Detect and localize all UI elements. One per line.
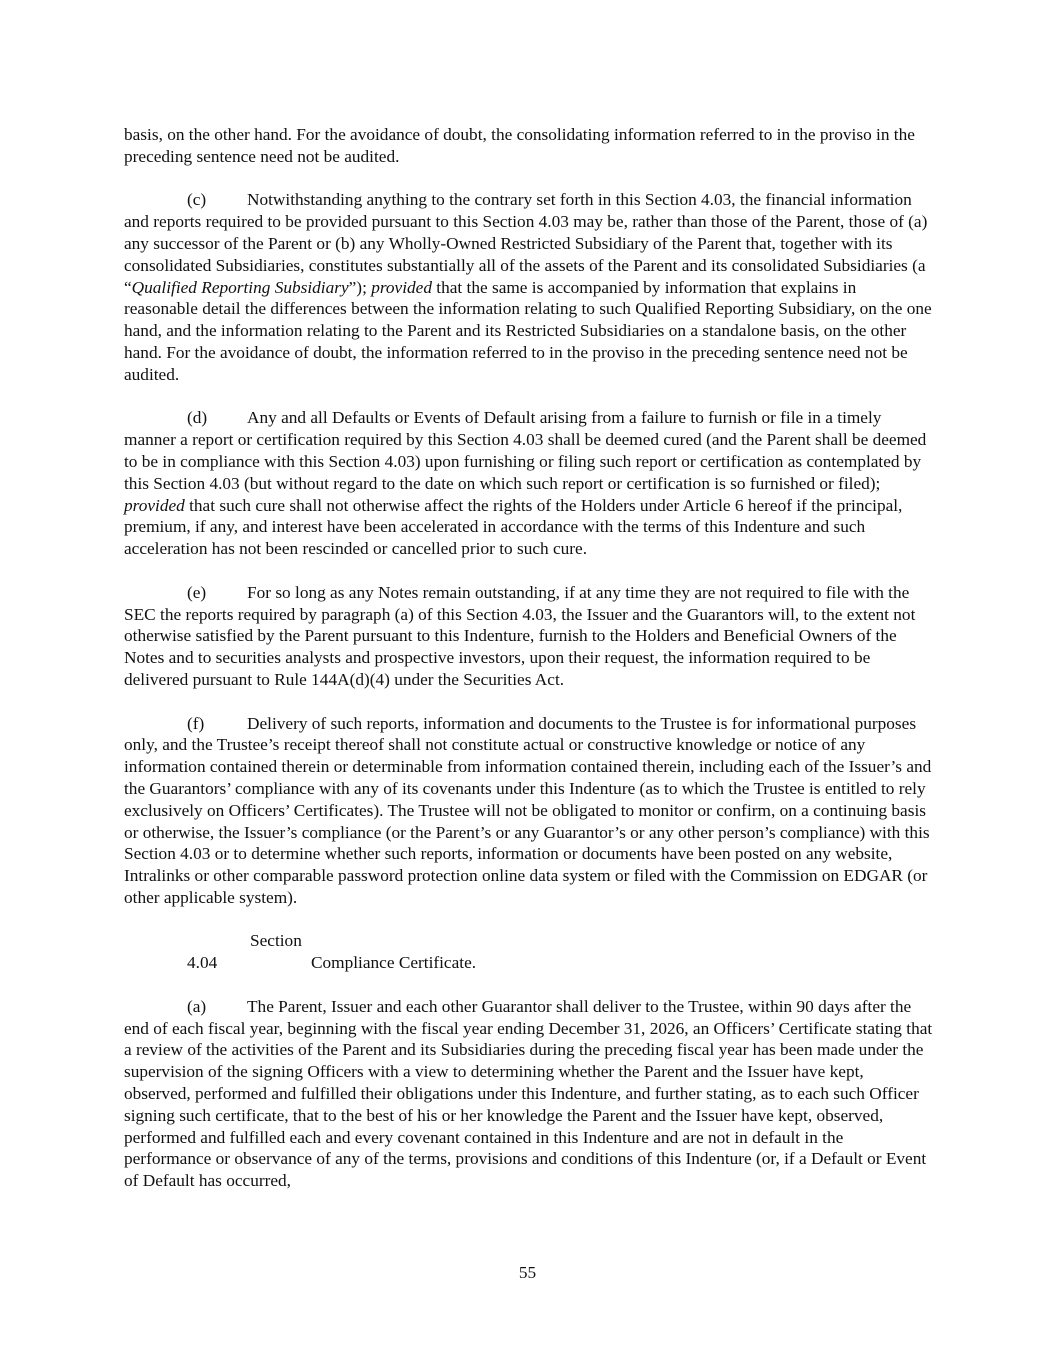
qualified-reporting-subsidiary-term: Qualified Reporting Subsidiary [131, 277, 349, 297]
section-heading [124, 930, 934, 974]
paragraph-c-text-2: ”); [348, 277, 372, 297]
paragraph-f-label: (f) [187, 713, 205, 733]
paragraph-d-text-1: Any and all Defaults or Events of Default arising from a failure to furnish or file in a timely manner a report or certification required by this Section 4.03 shall be deemed cured (and the Parent shall be deemed to be in compliance with this Section 4.03) upon furnishing or filing such report or certification as contemplated by this Section 4.03 (but without regard to the date on which such report or certification is so furnished or filed); [124, 408, 927, 493]
paragraph-f [124, 713, 934, 909]
paragraph-a-label: (a) [187, 996, 207, 1016]
provided-term: provided [371, 277, 432, 297]
paragraph-c-label: (c) [187, 190, 207, 210]
paragraph-d-label: (d) [187, 408, 208, 428]
paragraph-a-text: The Parent, Issuer and each other Guarantor shall deliver to the Trustee, within 90 days after the end of each fiscal year, beginning with the fiscal year ending December 31, 2026, an Officers’ Certificate stating that a review of the activities of the Parent and its Subsidiaries during the preceding fiscal year has been made under the supervision of the signing Officers with a view to determining whether the Parent and the Issuer have kept, observed, performed and fulfilled their obligations under this Indenture, and further stating, as to each such Officer signing such certificate, that to the best of his or her knowledge the Parent and the Issuer have kept, observed, performed and fulfilled each and every covenant contained in this Indenture and are not in default in the performance or observance of any of the terms, provisions and conditions of this Indenture (or, if a Default or Event of Default has occurred, [124, 996, 933, 1191]
paragraph-a [124, 996, 934, 1192]
paragraph-d-text-2: that such cure shall not otherwise affect the rights of the Holders under Article 6 hereof if the principal, premium, if any, and interest have been accelerated in accordance with the terms of this Indenture and such acceleration has not been rescinded or cancelled prior to such cure. [124, 495, 903, 559]
page-number: 55 [518, 1263, 537, 1282]
paragraph-c-text-1: Notwithstanding anything to the contrary set forth in this Section 4.03, the financial information and reports required to be provided pursuant to this Section 4.03 may be, rather than those of the Parent, those of (a) any successor of the Parent or (b) any Wholly-Owned Restricted Subsidiary of the Parent that, together with its consolidated Subsidiaries, constitutes substantially all of the assets of the Parent and its consolidated Subsidiaries (a “ [124, 190, 928, 297]
section-title: Compliance Certificate. [311, 953, 477, 973]
paragraph-c-text-3: that the same is accompanied by information that explains in reasonable detail the differences between the information relating to such Qualified Reporting Subsidiary, on the one hand, and the information relating to the Parent and its Restricted Subsidiaries on a standalone basis, on the other hand. For the avoidance of doubt, the information referred to in the proviso in the preceding sentence need not be audited. [124, 277, 932, 384]
paragraph-e-text: For so long as any Notes remain outstanding, if at any time they are not required to file with the SEC the reports required by paragraph (a) of this Section 4.03, the Issuer and the Guarantors will, to the extent not otherwise satisfied by the Parent pursuant to this Indenture, furnish to the Holders and Beneficial Owners of the Notes and to securities analysts and prospective investors, upon their request, the information required to be delivered pursuant to Rule 144A(d)(4) under the Securities Act. [124, 582, 916, 689]
section-number: Section 4.04 [187, 931, 302, 973]
paragraph-c [124, 189, 934, 385]
intro-paragraph: basis, on the other hand. For the avoidance of doubt, the consolidating information referred to in the proviso in the preceding sentence need not be audited. [124, 125, 915, 166]
paragraph-e [124, 582, 934, 691]
document-body [124, 124, 934, 1214]
paragraph-f-text: Delivery of such reports, information and documents to the Trustee is for informational purposes only, and the Trustee’s receipt thereof shall not constitute actual or constructive knowledge or notice of any information contained therein or determinable from information contained therein, including each of the Issuer’s and the Guarantors’ compliance with any of its covenants under this Indenture (as to which the Trustee is entitled to rely exclusively on Officers’ Certificates). The Trustee will not be obligated to monitor or confirm, on a continuing basis or otherwise, the Issuer’s compliance (or the Parent’s or any Guarantor’s or any other person’s compliance) with this Section 4.03 or to determine whether such reports, information or documents have been posted on any website, Intralinks or other comparable password protection online data system or filed with the Commission on EDGAR (or other applicable system). [124, 713, 932, 907]
paragraph-e-label: (e) [187, 582, 207, 602]
paragraph-d [124, 407, 934, 560]
provided-term: provided [124, 495, 185, 515]
